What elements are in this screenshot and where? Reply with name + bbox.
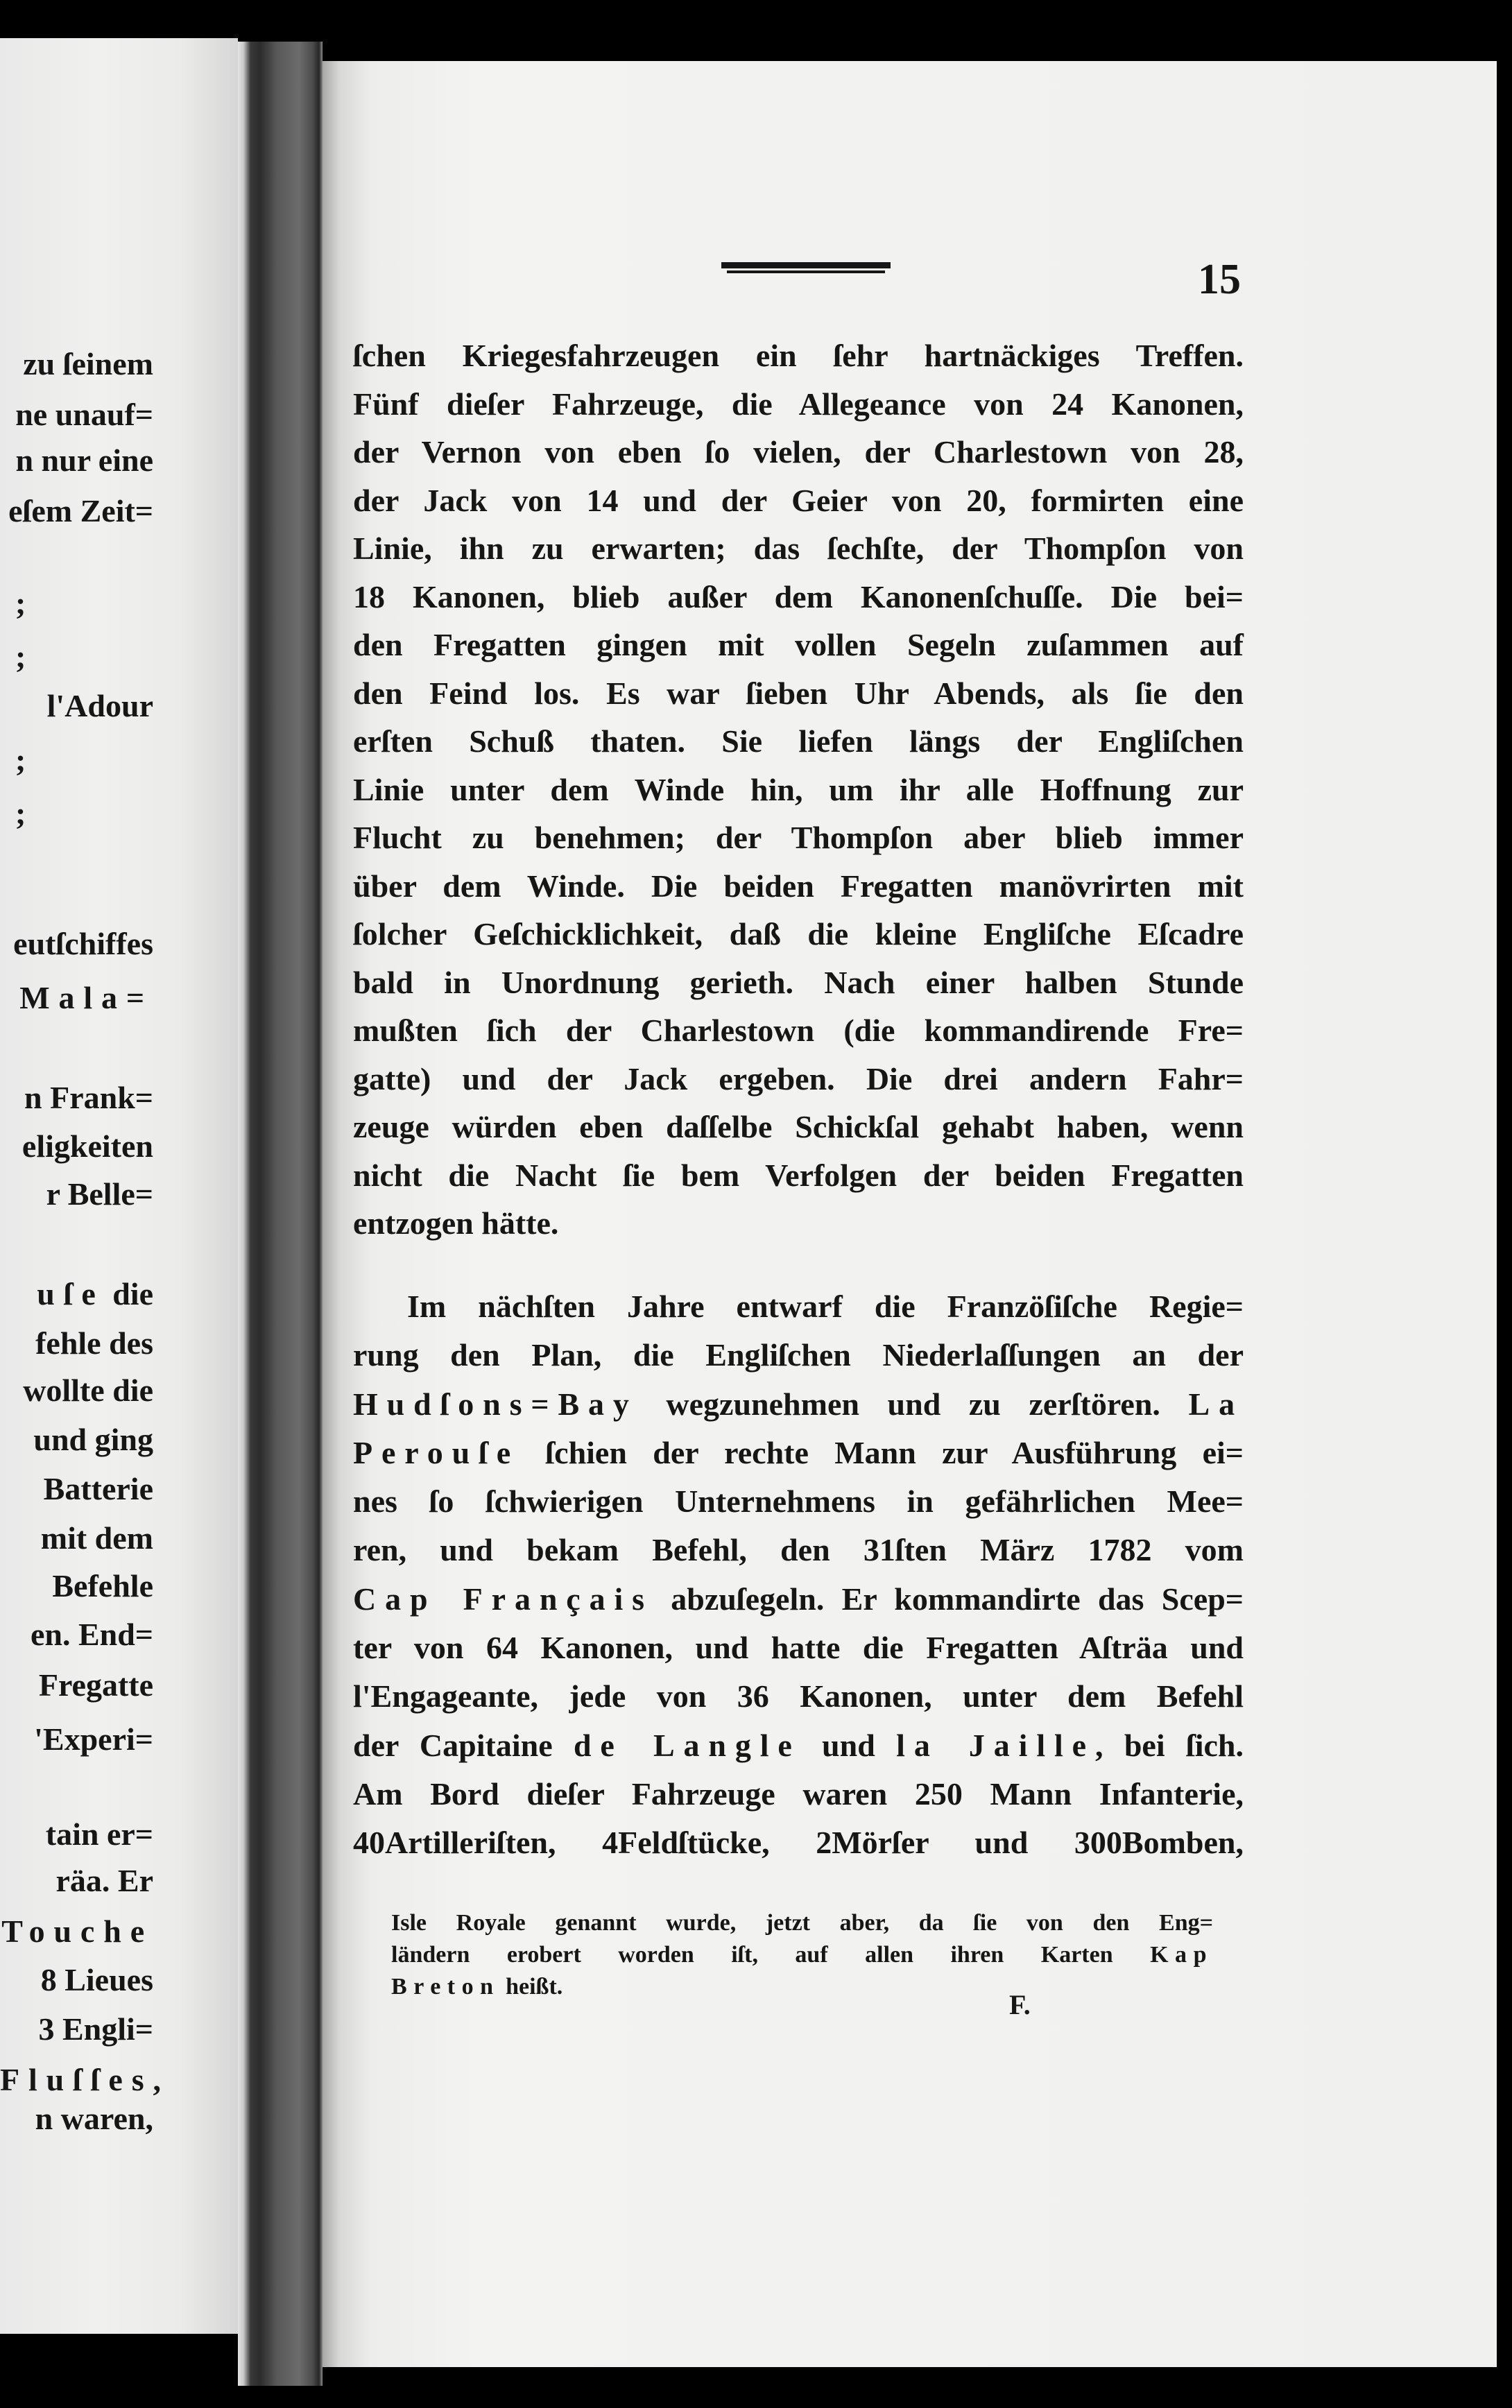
text-line: Fregatte — [38, 1667, 153, 1703]
text-line: eutſchiffes — [13, 926, 153, 961]
text-line: Im nächſten Jahre entwarf die Franzöſiſche Regie= — [407, 1289, 1244, 1324]
text-line: zeuge würden eben daſſelbe Schickſal gehabt haben, wenn — [353, 1109, 1244, 1144]
emphasized-name: Perouſe — [353, 1434, 520, 1470]
text-line: Fünf dieſer Fahrzeuge, die Allegeance von 24 Kanonen, — [353, 386, 1244, 422]
text-line: bald in Unordnung gerieth. Nach einer halben Stunde — [353, 964, 1244, 1000]
text-line: Flucht zu benehmen; der Thompſon aber blieb immer — [353, 820, 1244, 855]
text-segment: die — [104, 1276, 153, 1312]
emphasized-name: de Langle — [573, 1727, 801, 1763]
text-line: mußten ſich der Charlestown (die kommandirende Fre= — [353, 1013, 1244, 1048]
text-line: n waren, — [35, 2101, 153, 2136]
footnote-line — [391, 1971, 1213, 2003]
text-line: den Feind los. Es war ſieben Uhr Abends, als ſie den — [353, 675, 1244, 711]
footnote — [391, 1907, 1213, 2003]
text-line: eligkeiten — [22, 1128, 153, 1164]
text-line: ter von 64 Kanonen, und hatte die Fregatten Aſträa und — [353, 1630, 1244, 1666]
footnote-line: Isle Royale genannt wurde, jetzt aber, da ſie von den Eng= — [391, 1910, 1213, 1936]
footnote-signature: F. — [1009, 1989, 1031, 2020]
text-line: zu ſeinem — [23, 346, 153, 381]
text-line: ; — [15, 742, 26, 777]
text-line: ; — [15, 796, 26, 831]
text-line: Am Bord dieſer Fahrzeuge waren 250 Mann Infanterie, — [353, 1775, 1244, 1812]
text-line: Linie unter dem Winde hin, um ihr alle Hoffnung zur — [353, 771, 1244, 807]
text-line: entzogen hätte. — [353, 1205, 559, 1241]
text-line: mit dem — [40, 1520, 153, 1556]
text-segment: , bei ſich. — [1094, 1727, 1244, 1763]
text-line: ſolcher Geſchicklichkeit, daß die kleine Engliſche Eſcadre — [353, 916, 1244, 952]
paragraph — [353, 1282, 1244, 1868]
text-line: 18 Kanonen, blieb außer dem Kanonenſchuſſe. Die bei= — [353, 578, 1244, 614]
text-line: 8 Lieues — [40, 1962, 153, 1997]
text-line: 40Artilleriſten, 4Feldſtücke, 2Mörſer und 300Bomben, — [353, 1825, 1244, 1861]
text-line: räa. Er — [55, 1863, 153, 1898]
text-line — [0, 1270, 153, 1318]
text-line: l'Engageante, jede von 36 Kanonen, unter dem Befehl — [353, 1678, 1244, 1714]
text-line: tain er= — [45, 1816, 153, 1852]
text-line: ne unauf= — [15, 397, 153, 432]
text-line: rung den Plan, die Engliſchen Niederlaſſungen an der — [353, 1337, 1244, 1373]
text-line: ſchen Kriegesfahrzeugen ein ſehr hartnäckiges Treffen. — [353, 338, 1244, 373]
text-line: der Jack von 14 und der Geier von 20, formirten eine — [353, 482, 1244, 518]
text-line: eſem Zeit= — [8, 493, 153, 528]
text-line: Touche — [1, 1914, 153, 1949]
text-line: Befehle — [52, 1568, 153, 1603]
text-line: 'Experi= — [34, 1721, 153, 1757]
text-line — [353, 1380, 1244, 1429]
text-line: n nur eine — [15, 442, 153, 478]
text-segment: ſchien der rechte Mann zur Ausführung ei= — [519, 1434, 1244, 1470]
text-line: wollte die — [23, 1373, 153, 1408]
text-line: den Fregatten gingen mit vollen Segeln zuſammen auf — [353, 627, 1244, 662]
text-segment: ländern erobert worden iſt, auf allen ihren Karten — [391, 1942, 1151, 1968]
text-line: n Frank= — [24, 1080, 153, 1115]
text-line: Mala= — [19, 980, 153, 1015]
text-line: r Belle= — [46, 1176, 153, 1212]
text-segment: wegzunehmen und zu zerſtören. — [637, 1386, 1189, 1422]
page — [323, 61, 1497, 2367]
text-segment: abzuſegeln. Er kommandirte das Scep= — [653, 1581, 1244, 1617]
text-line: l'Adour — [46, 688, 153, 723]
text-line: über dem Winde. Die beiden Fregatten manövrirten mit — [353, 868, 1244, 904]
previous-page-fragment — [0, 38, 238, 2334]
text-line: der Vernon von eben ſo vielen, der Charlestown von 28, — [353, 434, 1244, 470]
text-line: fehle des — [35, 1325, 153, 1361]
text-line: erſten Schuß thaten. Sie liefen längs der Engliſchen — [353, 723, 1244, 759]
emphasized-name: Kap — [1150, 1942, 1213, 1968]
text-line: 3 Engli= — [38, 2011, 153, 2047]
text-line: Fluſſes, — [0, 2062, 170, 2097]
emphasized-text: uſe — [37, 1276, 105, 1312]
text-line: Linie, ihn zu erwarten; das ſechſte, der Thompſon von — [353, 531, 1244, 566]
text-segment: heißt. — [499, 1974, 563, 2000]
emphasized-name: Breton — [391, 1974, 500, 2000]
text-line: nicht die Nacht ſie bem Verfolgen der beiden Fregatten — [353, 1157, 1244, 1193]
book-gutter-shadow — [238, 42, 323, 2386]
text-segment: der Capitaine — [353, 1727, 574, 1763]
emphasized-name: Hudſons=Bay — [353, 1386, 638, 1422]
text-line: en. End= — [30, 1617, 153, 1652]
text-line: ren, und bekam Befehl, den 31ſten März 1782 vom — [353, 1532, 1244, 1568]
text-line — [353, 1429, 1244, 1477]
text-line — [353, 1575, 1244, 1624]
text-line: nes ſo ſchwierigen Unternehmens in gefährlichen Mee= — [353, 1484, 1244, 1520]
text-line: Batterie — [43, 1471, 153, 1506]
text-line: ; — [15, 585, 26, 621]
emphasized-name: Cap Français — [353, 1581, 653, 1617]
text-line: und ging — [33, 1422, 153, 1457]
emphasized-name: La — [1188, 1386, 1244, 1422]
text-line: gatte) und der Jack ergeben. Die drei andern Fahr= — [353, 1060, 1244, 1096]
page-number: 15 — [1198, 256, 1241, 303]
paragraph — [353, 332, 1244, 1248]
text-segment: und — [800, 1727, 897, 1763]
text-line: ; — [15, 639, 26, 674]
header-ornament-rule — [721, 262, 891, 276]
text-line — [353, 1721, 1244, 1770]
emphasized-name: la Jaille — [896, 1727, 1095, 1763]
footnote-line — [391, 1939, 1213, 1971]
